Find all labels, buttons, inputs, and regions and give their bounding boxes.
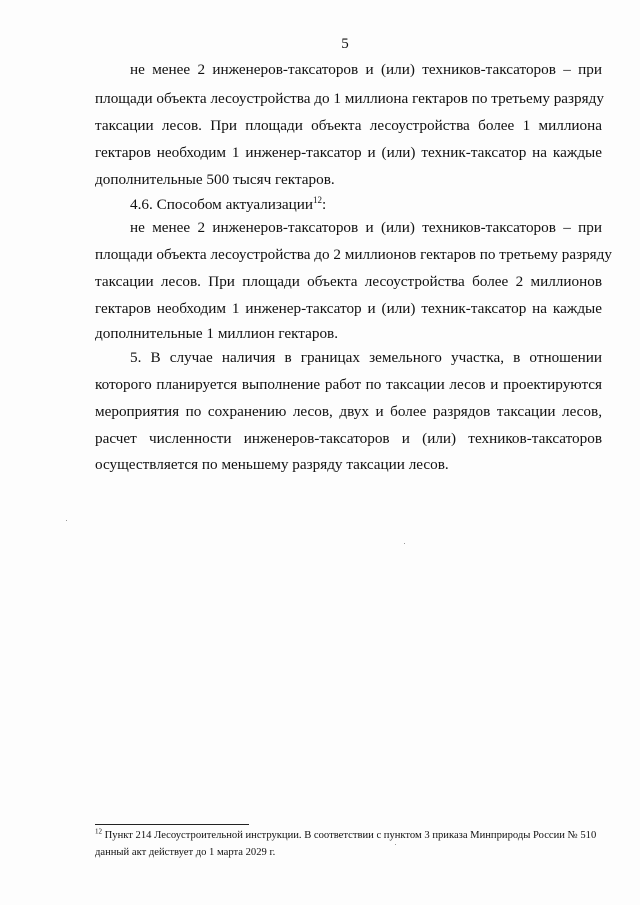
paragraph2-line-2: площади объекта лесоустройства до 2 миллионов гектаров по третьему разряду: [95, 246, 612, 263]
footnote-text-1: Пункт 214 Лесоустроительной инструкции. В соответствии с пунктом 3 приказа Минприроды России № 510: [102, 830, 597, 841]
section-4-6-heading-text: 4.6. Способом актуализации: [130, 196, 314, 213]
paragraph1-line-2: площади объекта лесоустройства до 1 миллиона гектаров по третьему разряду: [95, 90, 604, 107]
paragraph3-line-4: расчет численности инженеров-таксаторов и (или) техников-таксаторов: [95, 430, 602, 447]
section-4-6-heading: [130, 195, 602, 215]
paragraph2-line-4: гектаров необходим 1 инженер-таксатор и (или) техник-таксатор на каждые: [95, 300, 602, 317]
paragraph2-line-3: таксации лесов. При площади объекта лесоустройства более 2 миллионов: [95, 273, 602, 290]
paragraph3-line-1: 5. В случае наличия в границах земельного участка, в отношении: [130, 349, 602, 366]
paragraph1-line-4: гектаров необходим 1 инженер-таксатор и (или) техник-таксатор на каждые: [95, 144, 602, 161]
footnote-reference-12: 12: [313, 194, 323, 205]
paragraph2-line-5: дополнительные 1 миллион гектаров.: [95, 325, 339, 342]
paragraph3-line-5: осуществляется по меньшему разряду таксации лесов.: [95, 456, 449, 473]
scan-speck: [395, 844, 396, 845]
scan-speck: [404, 543, 405, 544]
paragraph1-line-3: таксации лесов. При площади объекта лесоустройства более 1 миллиона: [95, 117, 602, 134]
scan-speck: [66, 520, 67, 521]
paragraph2-line-1: не менее 2 инженеров-таксаторов и (или) техников-таксаторов – при: [130, 219, 602, 236]
footnote-number: 12: [95, 827, 102, 836]
page-number: 5: [341, 36, 349, 52]
paragraph1-line-5: дополнительные 500 тысяч гектаров.: [95, 171, 335, 188]
footnote-line-2: данный акт действует до 1 марта 2029 г.: [95, 847, 276, 858]
paragraph3-line-3: мероприятия по сохранению лесов, двух и более разрядов таксации лесов,: [95, 403, 602, 420]
section-4-6-heading-tail: :: [322, 196, 327, 213]
paragraph3-line-2: которого планируется выполнение работ по таксации лесов и проектируются: [95, 376, 602, 393]
paragraph1-line-1: не менее 2 инженеров-таксаторов и (или) техников-таксаторов – при: [130, 61, 602, 78]
footnote-separator: [95, 824, 249, 825]
footnote-line-1: [95, 828, 602, 844]
